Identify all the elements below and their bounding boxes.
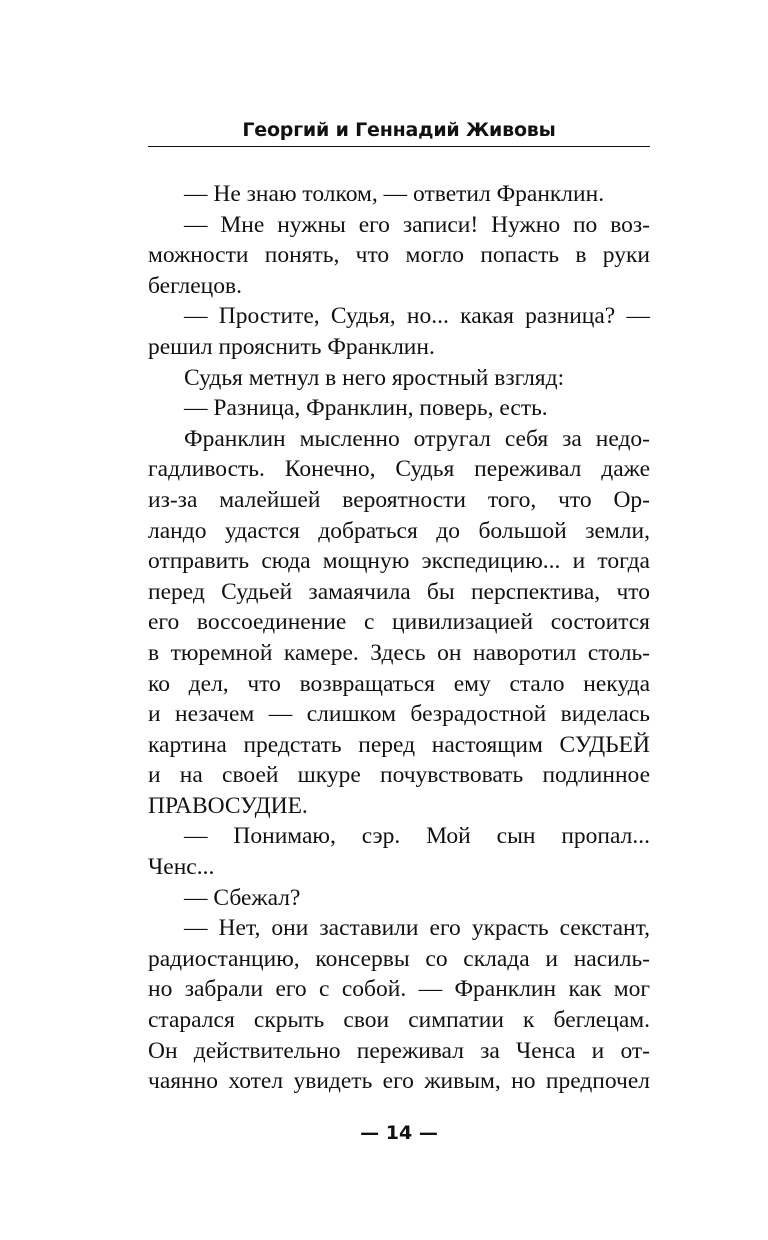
text-line: ПРАВОСУДИЕ.: [148, 792, 308, 819]
text-line: — Разница, Франклин, поверь, есть.: [184, 395, 548, 422]
text-line: беглецов.: [148, 272, 242, 299]
text-line: картина предстать перед настоящим СУДЬЕЙ: [148, 731, 650, 758]
text-line: перед Судьей замаячила бы перспектива, что: [148, 578, 650, 605]
text-line: решил прояснить Франклин.: [148, 333, 435, 360]
text-line: Он действительно переживал за Ченса и от-: [148, 1037, 650, 1064]
text-line: отправить сюда мощную экспедицию... и тогда: [148, 548, 650, 575]
page-number: — 14 —: [360, 1122, 438, 1144]
text-line: Судья метнул в него яростный взгляд:: [184, 364, 565, 391]
text-line: и на своей шкуре почувствовать подлинное: [148, 762, 650, 789]
text-line: можности понять, что могло попасть в руки: [148, 242, 650, 269]
text-line: гадливость. Конечно, Судья переживал даже: [148, 456, 650, 483]
text-line: Ченс...: [148, 854, 215, 881]
text-line: старался скрыть свои симпатии к беглецам.: [148, 1007, 650, 1034]
text-line: в тюремной камере. Здесь он наворотил столь-: [148, 639, 650, 666]
text-line: из-за малейшей вероятности того, что Ор-: [148, 486, 650, 513]
text-line: радиостанцию, консервы со склада и насиль-: [148, 945, 650, 972]
text-line: ландо удастся добраться до большой земли,: [148, 517, 650, 544]
header-rule: [148, 146, 650, 147]
text-line: — Нет, они заставили его украсть секстант,: [184, 915, 650, 942]
body-text: [148, 179, 650, 1097]
text-line: — Понимаю, сэр. Мой сын пропал...: [184, 823, 650, 850]
text-line: — Не знаю толком, — ответил Франклин.: [184, 181, 605, 207]
text-line: чаянно хотел увидеть его живым, но предпочел: [148, 1068, 650, 1095]
text-line: — Мне нужны его записи! Нужно по воз-: [184, 211, 650, 238]
text-line: Франклин мысленно отругал себя за недо-: [184, 425, 650, 452]
text-line: ко дел, что возвращаться ему стало некуда: [148, 670, 650, 697]
text-line: и незачем — слишком безрадостной виделась: [148, 701, 650, 728]
running-head: Георгий и Геннадий Живовы: [242, 119, 556, 141]
text-line: но забрали его с собой. — Франклин как мог: [148, 976, 650, 1003]
text-line: — Простите, Судья, но... какая разница? —: [184, 303, 650, 330]
text-line: — Сбежал?: [184, 884, 301, 911]
text-line: его воссоединение с цивилизацией состоится: [148, 609, 650, 636]
